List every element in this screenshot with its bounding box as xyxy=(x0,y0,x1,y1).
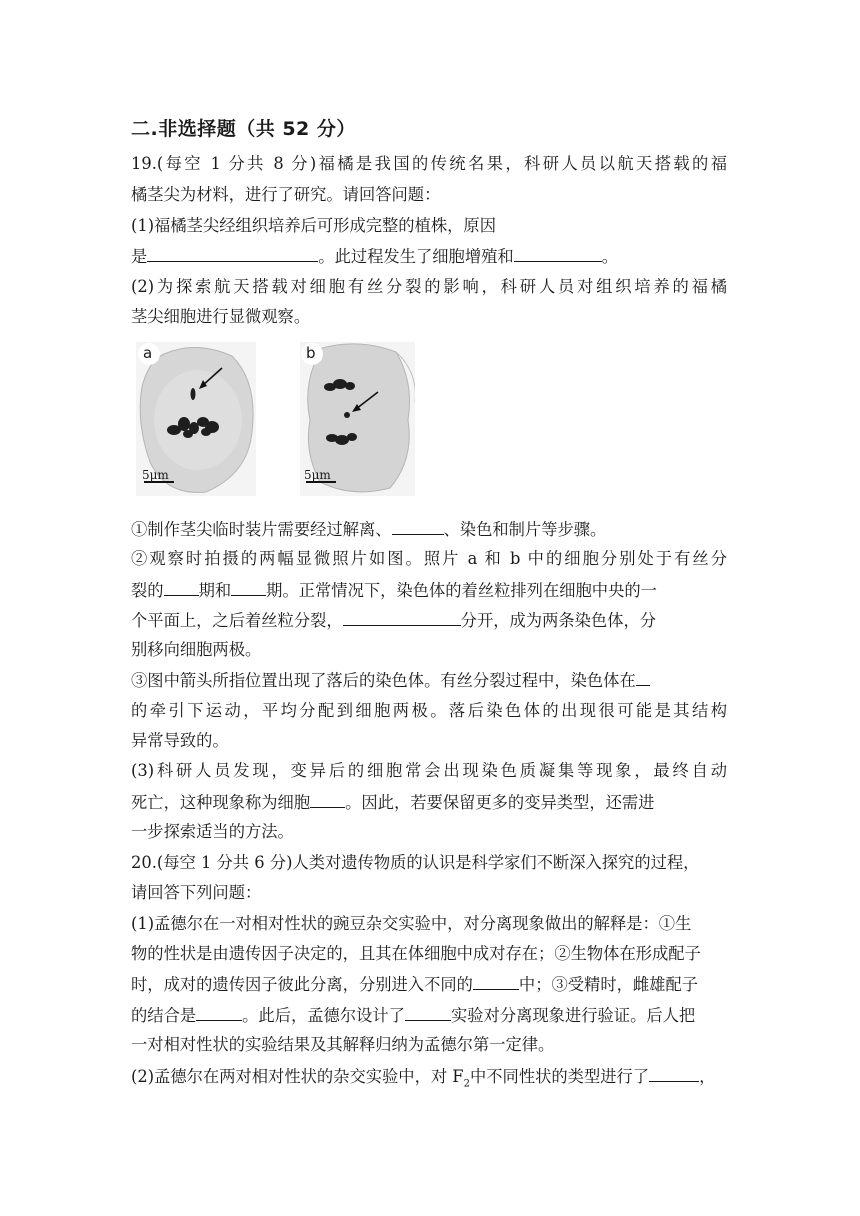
q20-line-8-text-c: ， xyxy=(699,1067,716,1086)
q19-line-15: (3)科研人员发现，变异后的细胞常会出现染色质凝集等现象，最终自动 xyxy=(131,761,727,780)
q19-line-7 xyxy=(131,518,606,541)
q19-line-2: 橘茎尖为材料，进行了研究。请回答问题： xyxy=(131,185,441,204)
q20-line-7: 一对相对性状的实验结果及其解释归纳为孟德尔第一定律。 xyxy=(131,1035,555,1054)
q19-line-7-text-b: 、染色和制片等步骤。 xyxy=(443,520,607,539)
q19-line-4-text-c: 。 xyxy=(601,247,618,266)
q19-line-4-text-b: 。此过程发生了细胞增殖和 xyxy=(318,247,514,266)
answer-blank-10[interactable] xyxy=(196,1004,242,1021)
q19-line-4 xyxy=(131,245,618,268)
q19-line-8: ②观察时拍摄的两幅显微照片如图。照片 a 和 b 中的细胞分别处于有丝分 xyxy=(131,549,727,568)
q19-line-16-text-a: 死亡，这种现象称为细胞 xyxy=(131,793,311,812)
q20-line-6-text-b: 。此后，孟德尔设计了 xyxy=(242,1006,405,1025)
q19-line-16 xyxy=(131,791,654,814)
q19-line-16-text-b: 。因此，若要保留更多的变异类型，还需进 xyxy=(345,793,655,812)
q20-line-4: 物的性状是由遗传因子决定的，且其在体细胞中成对存在；②生物体在形成配子 xyxy=(131,944,701,963)
answer-blank-4[interactable] xyxy=(164,579,199,596)
scale-bar-a-label: 5μm xyxy=(142,468,169,482)
q19-line-9 xyxy=(131,579,657,602)
q19-line-1: 19.(每空 1 分共 8 分)福橘是我国的传统名果，科研人员以航天搭载的福 xyxy=(131,154,727,173)
figure-b-label: b xyxy=(306,344,316,362)
q20-line-1: 20.(每空 1 分共 6 分)人类对遗传物质的认识是科学家们不断深入探究的过程， xyxy=(131,853,700,872)
q20-line-8 xyxy=(131,1065,715,1095)
q20-line-6-text-a: 的结合是 xyxy=(131,1006,197,1025)
q20-line-5-text-a: 时，成对的遗传因子彼此分离，分别进入不同的 xyxy=(131,975,473,994)
answer-blank-9[interactable] xyxy=(473,973,519,990)
q19-line-5: (2)为探索航天搭载对细胞有丝分裂的影响，科研人员对组织培养的福橘 xyxy=(131,277,727,296)
q20-line-6 xyxy=(131,1004,695,1027)
q19-line-3: (1)福橘茎尖经组织培养后可形成完整的植株，原因 xyxy=(131,216,496,235)
q19-line-13: 的牵引下运动，平均分配到细胞两极。落后染色体的出现很可能是其结构 xyxy=(131,701,727,720)
q19-line-9-text-b: 期和 xyxy=(198,581,232,600)
q19-line-9-text-c: 期。正常情况下，染色体的着丝粒排列在细胞中央的一 xyxy=(266,581,657,600)
q19-line-10 xyxy=(131,609,656,632)
q19-line-17: 一步探索适当的方法。 xyxy=(131,822,294,841)
q19-line-4-text-a: 是 xyxy=(131,247,148,266)
section-heading: 二.非选择题（共 52 分） xyxy=(131,118,356,140)
q19-line-10-text-a: 个平面上，之后着丝粒分裂， xyxy=(131,611,343,630)
q19-line-7-text-a: ①制作茎尖临时装片需要经过解离、 xyxy=(131,520,392,539)
micrograph-a xyxy=(136,342,256,496)
q19-line-10-text-b: 分开，成为两条染色体，分 xyxy=(460,611,657,630)
answer-blank-1[interactable] xyxy=(147,245,318,262)
q20-line-2: 请回答下列问题： xyxy=(131,883,262,902)
q20-line-5 xyxy=(131,973,698,996)
q19-line-9-text-a: 裂的 xyxy=(131,581,164,600)
answer-blank-12[interactable] xyxy=(649,1065,699,1082)
q19-line-14: 异常导致的。 xyxy=(131,731,229,750)
q19-line-12-text-a: ③图中箭头所指位置出现了落后的染色体。有丝分裂过程中，染色体在 xyxy=(131,671,636,690)
answer-blank-2[interactable] xyxy=(514,245,602,262)
q20-line-8-text-a: (2)孟德尔在两对相对性状的杂交实验中，对 F xyxy=(131,1067,464,1086)
q19-line-12 xyxy=(131,669,650,692)
f2-subscript: 2 xyxy=(463,1078,470,1090)
answer-blank-11[interactable] xyxy=(405,1004,451,1021)
q20-line-5-text-b: 中；③受精时，雌雄配子 xyxy=(518,975,699,994)
figure-a-label: a xyxy=(143,344,153,362)
answer-blank-3[interactable] xyxy=(392,518,444,535)
q20-line-8-text-b: 中不同性状的类型进行了 xyxy=(469,1067,650,1086)
answer-blank-7[interactable] xyxy=(636,669,650,686)
answer-blank-8[interactable] xyxy=(310,791,345,808)
q19-line-6: 茎尖细胞进行显微观察。 xyxy=(131,307,311,326)
q20-line-3: (1)孟德尔在一对相对性状的豌豆杂交实验中，对分离现象做出的解释是：①生 xyxy=(131,914,692,933)
scale-bar-b-label: 5μm xyxy=(304,468,331,482)
answer-blank-6[interactable] xyxy=(343,609,461,626)
q19-line-11: 别移向细胞两极。 xyxy=(131,640,262,659)
micrograph-b xyxy=(300,342,415,496)
q20-line-6-text-c: 实验对分离现象进行验证。后人把 xyxy=(450,1006,696,1025)
answer-blank-5[interactable] xyxy=(231,579,266,596)
